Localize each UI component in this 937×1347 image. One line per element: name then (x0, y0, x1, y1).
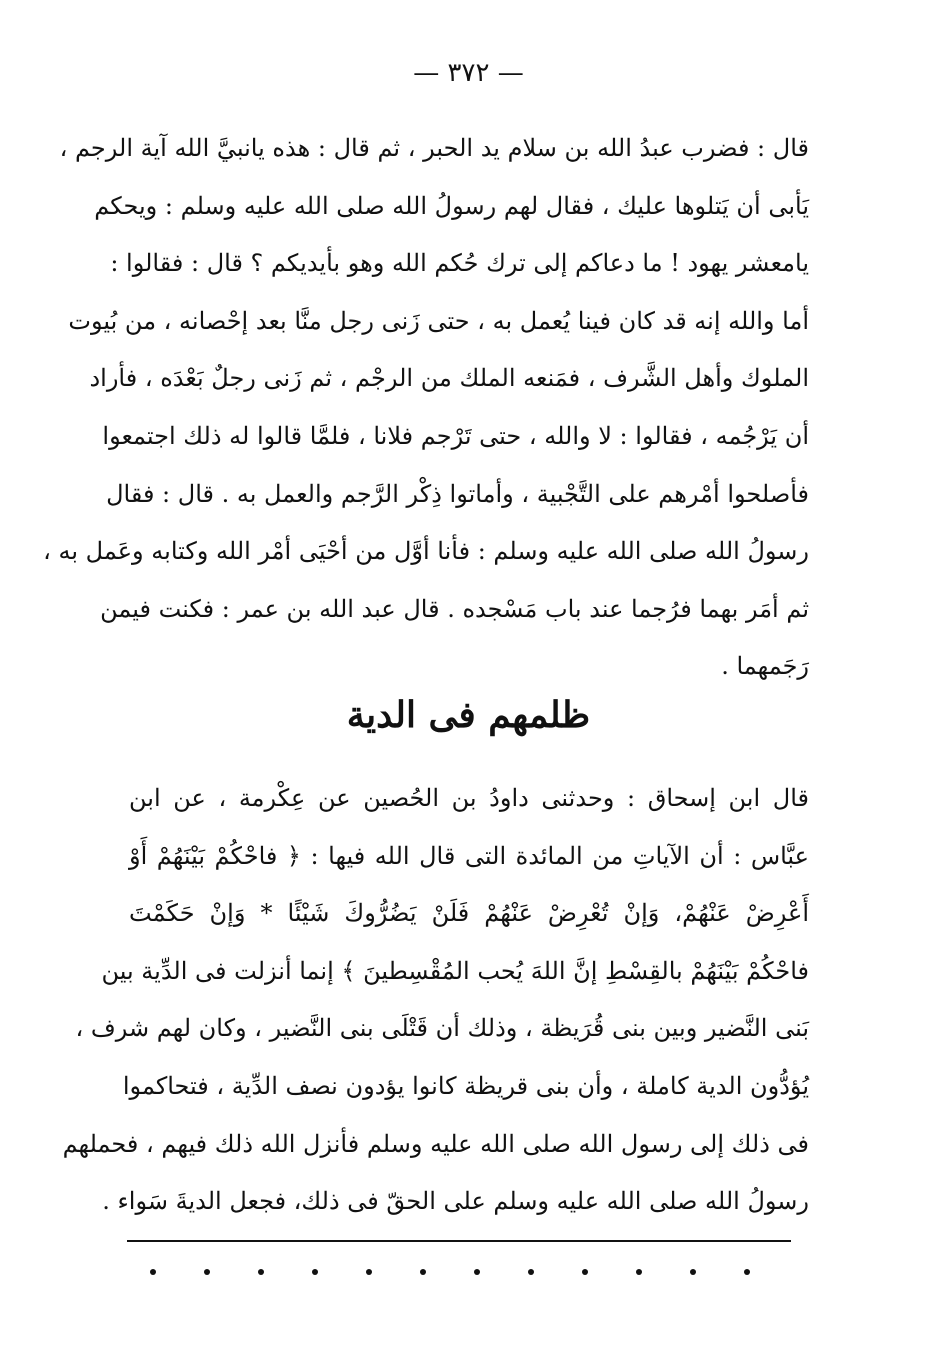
text-line: قال ابن إسحاق : وحدثنى داودُ بن الحُصين عن عِكْرمة ، عن ابن (129, 784, 809, 812)
section-heading: ظلمهم فى الدية (346, 694, 591, 736)
ornament-dot (204, 1269, 210, 1275)
text-line: بَنى النَّضير وبين بنى قُرَيظة ، وذلك أن قَتْلَى بنى النَّضير ، وكان لهم شرف ، (75, 1014, 809, 1043)
paragraph-stoning-verse (43, 120, 809, 696)
ornament-dot (690, 1269, 696, 1275)
text-line: قال : فضرب عبدُ الله بن سلام يد الحبر ، ثم قال : هذه يانبيَّ الله آية الرجم ، (59, 134, 809, 162)
ornament-dot (636, 1269, 642, 1275)
ornament-dot (582, 1269, 588, 1275)
text-line: رسولُ الله صلى الله عليه وسلم : فأنا أوَّل من أحْيَى أمْر الله وكتابه وعَمل به ، (43, 537, 809, 566)
text-line: الملوك وأهل الشَّرف ، فمَنعه الملك من الرجْم ، ثم زَنى رجلٌ بَعْدَه ، فأراد (89, 364, 809, 393)
text-line: أما والله إنه قد كان فينا يُعمل به ، حتى زَنى رجل منَّا بعد إحْصانه ، من بُيوت (68, 306, 809, 335)
text-line: ثم أمَر بهما فرُجما عند باب مَسْجده . قال عبد الله بن عمر : فكنت فيمن (100, 594, 809, 623)
text-line: يامعشر يهود ! ما دعاكم إلى ترك حُكم الله وهو بأيديكم ؟ قال : فقالوا : (110, 249, 809, 278)
ornament-dot (258, 1269, 264, 1275)
ornament-dot (366, 1269, 372, 1275)
paragraph-blood-money (62, 770, 809, 1231)
text-line: عبَّاس : أن الآياتِ من المائدة التى قال الله فيها : ﴿ فاحْكُمْ بَيْنَهُمْ أَوْ (129, 841, 809, 870)
ornament-dot (744, 1269, 750, 1275)
ornament-dot (312, 1269, 318, 1275)
text-line: أن يَرْجُمه ، فقالوا : لا والله ، حتى تَرْجم فلانا ، فلمَّا قالوا له ذلك اجتمعوا (102, 421, 809, 450)
ornament-dot (150, 1269, 156, 1275)
text-line: فأصلحوا أمْرهم على التَّجْبية ، وأماتوا ذِكْر الرَّجم والعمل به . قال : فقال (106, 479, 809, 508)
page-number: — ٣٧٢ — (413, 58, 524, 88)
text-line: فاحْكُمْ بَيْنَهُمْ بالقِسْطِ إنَّ اللهَ يُحب المُقْسِطينَ ﴾ إنما أنزلت فى الدِّية بين (101, 956, 809, 985)
text-line: رَجَمهما . (721, 652, 809, 681)
text-line: أَعْرِضْ عَنْهُمْ، وَإنْ تُعْرِضْ عَنْهُمْ فَلَنْ يَضُرُّوكَ شَيْئًا * وَإنْ حَكَمْتَ (129, 899, 809, 928)
ornamental-dots (150, 1262, 750, 1282)
text-line: فى ذلك إلى رسول الله صلى الله عليه وسلم فأنزل الله ذلك فيهم ، فحملهم (62, 1129, 809, 1158)
text-line: رسولُ الله صلى الله عليه وسلم على الحقّ فى ذلك، فجعل الديةَ سَواء . (102, 1187, 809, 1216)
ornament-dot (420, 1269, 426, 1275)
text-line: يُؤدُّون الدية كاملة ، وأن بنى قريظة كانوا يؤدون نصف الدِّية ، فتحاكموا (122, 1071, 809, 1100)
divider-rule (127, 1240, 791, 1242)
text-line: يَأبى أن يَتلوها عليك ، فقال لهم رسولُ الله صلى الله عليه وسلم : ويحكم (94, 191, 809, 220)
ornament-dot (528, 1269, 534, 1275)
ornament-dot (474, 1269, 480, 1275)
